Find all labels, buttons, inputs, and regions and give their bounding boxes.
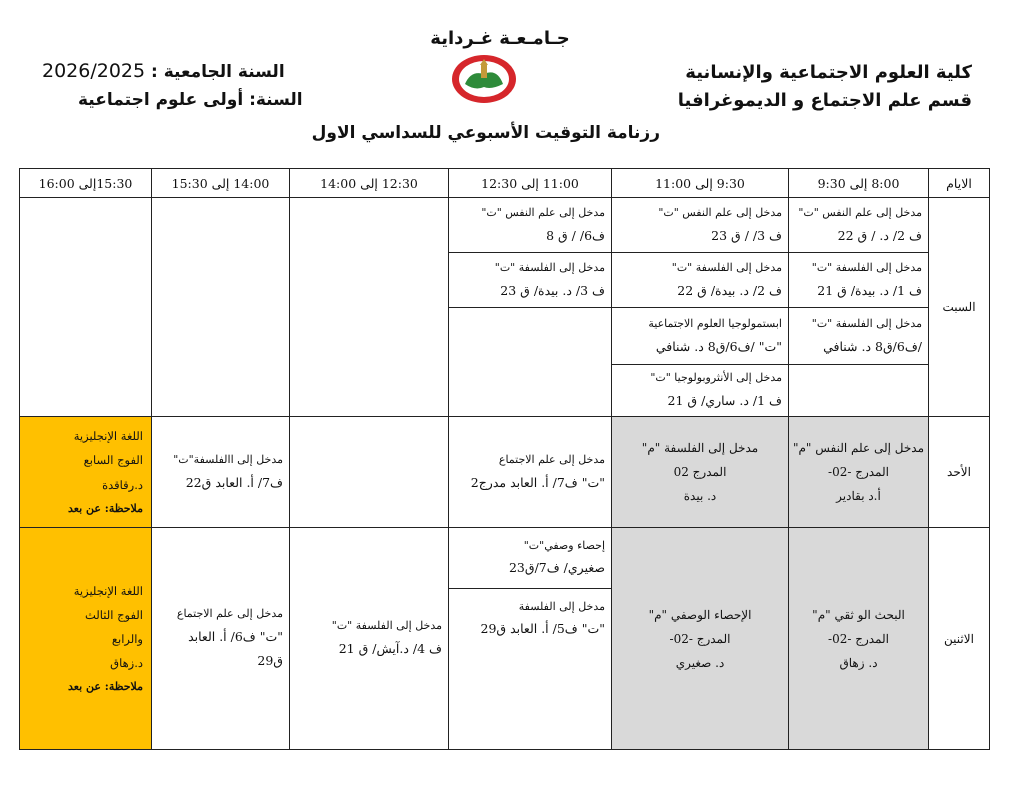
timetable-header-row <box>20 169 990 198</box>
study-level-label: السنة: <box>249 90 303 110</box>
session-cell <box>612 364 789 416</box>
session-title: مدخل إلى علم النفس "ت" <box>481 205 605 219</box>
session-cell <box>789 252 929 307</box>
session-cell <box>290 528 449 750</box>
empty-cell <box>789 364 929 416</box>
session-room: المدرج -02- <box>828 465 889 480</box>
study-level-value: أولى علوم اجتماعية <box>78 90 244 110</box>
session-title: مدخل إلى الفلسفة "ت" <box>671 260 782 274</box>
university-name: جـامـعـة غـرداية <box>430 28 570 49</box>
session-group: والرابع <box>111 631 143 646</box>
online-english-cell <box>20 528 152 750</box>
session-cell <box>449 588 612 749</box>
session-group: الفوج السابع <box>83 453 143 468</box>
session-group: الفوج الثالث <box>84 607 143 622</box>
session-details: ف7/ أ. العابد ق22 <box>185 474 283 490</box>
table-row <box>20 528 990 589</box>
session-details: ف6/ / ق 8 <box>546 227 605 243</box>
column-header-slot-4: 12:30 إلى 14:00 <box>290 169 449 198</box>
lecture-cell <box>612 528 789 750</box>
column-header-slot-2: 9:30 إلى 11:00 <box>612 169 789 198</box>
faculty-name: كلية العلوم الاجتماعية والإنسانية <box>685 62 972 83</box>
column-header-slot-1: 8:00 إلى 9:30 <box>789 169 929 198</box>
session-title: مدخل إلى علم النفس "م" <box>792 441 925 456</box>
session-title: مدخل إلى علم النفس "ت" <box>798 205 922 219</box>
department-name: قسم علم الاجتماع و الديموغرافيا <box>677 90 972 111</box>
session-note: ملاحظة: عن بعد <box>68 680 143 694</box>
session-title: ابستمولوجيا العلوم الاجتماعية <box>648 316 782 330</box>
session-title: مدخل إلى علم النفس "ت" <box>658 205 782 219</box>
empty-cell <box>449 308 612 417</box>
session-cell <box>612 252 789 307</box>
schedule-title: رزنامة التوقيت الأسبوعي للسداسي الاول <box>311 123 660 143</box>
session-teacher: أ.د بقادير <box>836 489 881 504</box>
session-teacher: د. زهاق <box>839 655 878 670</box>
session-teacher: د. صغيري <box>675 655 725 670</box>
timetable <box>19 168 990 750</box>
session-title: اللغة الإنجليزية <box>73 583 143 598</box>
session-room: ق29 <box>257 652 283 668</box>
session-title: مدخل إلى الفلسفة "ت" <box>331 619 442 633</box>
session-cell <box>449 198 612 252</box>
session-details: ف 1/ د. ساري/ ق 21 <box>667 392 782 408</box>
university-logo <box>451 54 517 104</box>
academic-year-value: 2026/2025 <box>42 60 146 82</box>
session-details: "ت" ف7/ أ. العابد مدرج2 <box>470 474 605 490</box>
academic-year <box>42 60 285 82</box>
session-cell <box>152 528 290 750</box>
day-sunday: الأحد <box>929 417 990 528</box>
session-title: اللغة الإنجليزية <box>73 429 143 444</box>
session-room: المدرج 02 <box>673 465 727 480</box>
session-details: /ف6/ق8 د. شنافي <box>823 338 922 354</box>
session-cell <box>152 417 290 528</box>
session-details: ف 1/ د. بيدة/ ق 21 <box>817 282 922 298</box>
session-details: ف 4/ د.آيش/ ق 21 <box>338 641 442 657</box>
empty-cell <box>290 198 449 417</box>
session-cell <box>449 252 612 307</box>
empty-cell <box>152 198 290 417</box>
table-row <box>20 417 990 528</box>
session-details: ف 2/ د. / ق 22 <box>837 227 922 243</box>
table-row <box>20 198 990 252</box>
study-level <box>78 90 303 110</box>
day-monday: الاثنين <box>929 528 990 750</box>
lecture-cell <box>789 417 929 528</box>
session-title: مدخل إلى االفلسفة"ت" <box>173 452 283 466</box>
session-teacher: د. بيدة <box>683 489 717 504</box>
academic-year-label: السنة الجامعية : <box>151 62 285 82</box>
session-title: مدخل إلى الفلسفة "م" <box>641 441 759 456</box>
session-note: ملاحظة: عن بعد <box>68 501 143 515</box>
lecture-cell <box>612 417 789 528</box>
session-title: مدخل إلى علم الاجتماع <box>498 452 605 466</box>
session-details: صغيري/ ف7/ق23 <box>508 560 605 576</box>
session-details: ف 3/ / ق 23 <box>711 227 782 243</box>
session-title: البحث الو ثقي "م" <box>812 607 905 622</box>
session-cell <box>789 308 929 364</box>
session-title: مدخل إلى الفلسفة <box>518 599 605 613</box>
session-cell <box>789 198 929 252</box>
session-cell <box>612 308 789 364</box>
session-title: مدخل إلى الفلسفة "ت" <box>811 260 922 274</box>
session-title: مدخل إلى الأنثروبولوجيا "ت" <box>650 371 782 385</box>
session-teacher: د.رقاقدة <box>102 477 143 492</box>
column-header-slot-5: 14:00 إلى 15:30 <box>152 169 290 198</box>
session-teacher: د.زهاق <box>110 656 143 671</box>
day-saturday: السبت <box>929 198 990 417</box>
session-title: مدخل إلى الفلسفة "ت" <box>494 260 605 274</box>
session-cell <box>449 417 612 528</box>
empty-cell <box>290 417 449 528</box>
lecture-cell <box>789 528 929 750</box>
session-title: مدخل إلى علم الاجتماع <box>176 607 283 621</box>
column-header-days: الايام <box>929 169 990 198</box>
session-cell <box>449 528 612 589</box>
session-details: ف 2/ د. بيدة/ ق 22 <box>677 282 782 298</box>
session-title: الإحصاء الوصفي "م" <box>648 607 752 622</box>
session-details: ف 3/ د. بيدة/ ق 23 <box>500 282 605 298</box>
empty-cell <box>20 198 152 417</box>
session-room: المدرج -02- <box>669 631 731 646</box>
session-details: "ت" /ف6/ق8 د. شنافي <box>655 338 782 354</box>
session-title: مدخل إلى الفلسفة "ت" <box>811 316 922 330</box>
column-header-slot-3: 11:00 إلى 12:30 <box>449 169 612 198</box>
session-title: إحصاء وصفي"ت" <box>523 538 605 552</box>
session-details: "ت" ف5/ أ. العابد ق29 <box>480 621 605 637</box>
online-english-cell <box>20 417 152 528</box>
column-header-slot-6: 15:30إلى 16:00 <box>20 169 152 198</box>
session-cell <box>612 198 789 252</box>
session-room: المدرج -02- <box>828 631 889 646</box>
session-details: "ت" ف6/ أ. العابد <box>188 629 283 645</box>
